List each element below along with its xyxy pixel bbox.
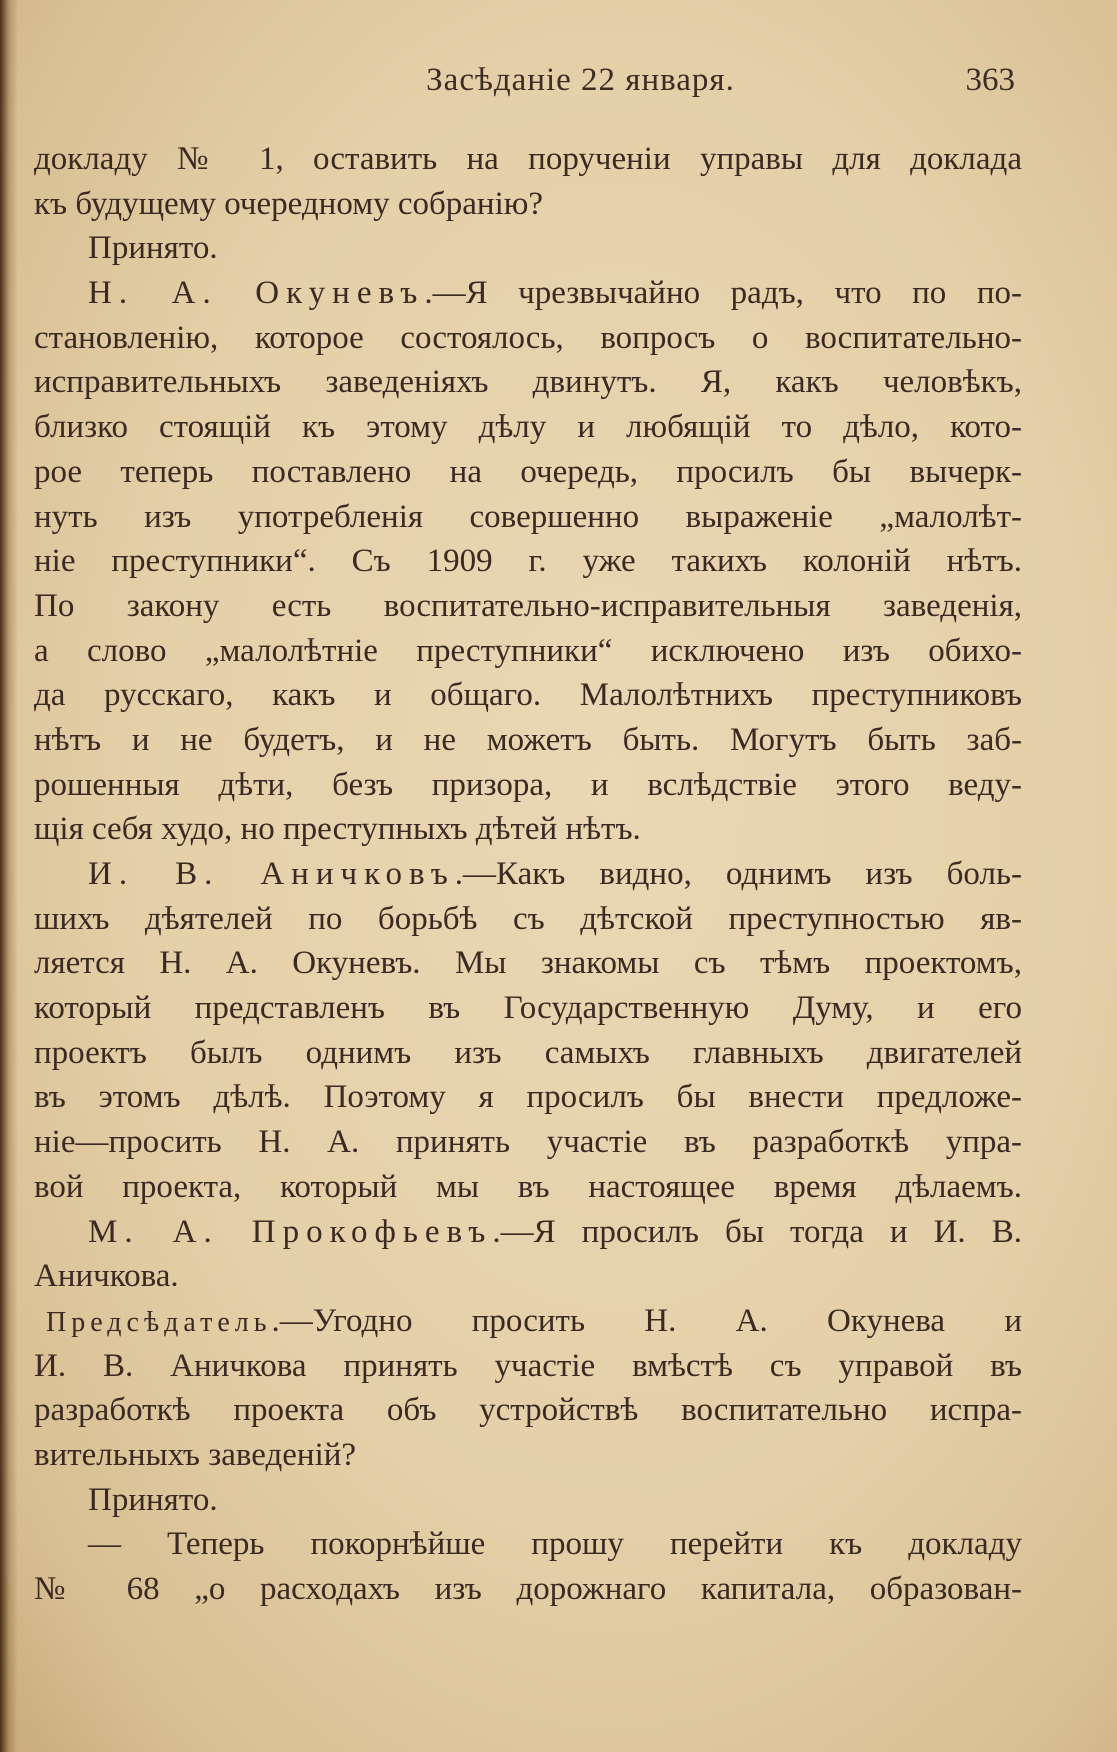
text-line: нѣтъ и не будетъ, и не можетъ быть. Могутъ быть заб- bbox=[34, 721, 1022, 758]
text-line: въ этомъ дѣлѣ. Поэтому я просилъ бы внести предложе- bbox=[34, 1079, 1022, 1116]
text-line: И. В. Аничкова принять участіе вмѣстѣ съ управой въ bbox=[34, 1347, 1022, 1384]
text-line: къ будущему очередному собранію? bbox=[34, 185, 544, 222]
speech-line bbox=[34, 1299, 1022, 1344]
speech-line bbox=[34, 271, 1022, 316]
speech-text: .—Я чрезвычайно радъ, что по по- bbox=[424, 275, 1022, 312]
text-line: Принято. bbox=[88, 1481, 218, 1518]
text-line: — Теперь покорнѣйше прошу перейти къ докладу bbox=[88, 1526, 1022, 1563]
text-line: а слово „малолѣтніе преступники“ исключено изъ обихо- bbox=[34, 632, 1022, 669]
running-title: Засѣданіе 22 января. bbox=[426, 62, 735, 98]
text-line: щія себя худо, но преступныхъ дѣтей нѣтъ. bbox=[34, 811, 641, 848]
text-line: № 68 „о расходахъ изъ дорожнаго капитала, образован- bbox=[34, 1571, 1022, 1607]
text-line: нуть изъ употребленія совершенно выраженіе „малолѣт- bbox=[34, 498, 1022, 535]
page-number: 363 bbox=[965, 62, 1015, 98]
speaker-name: И. В. Аничковъ bbox=[88, 856, 455, 892]
speaker-name: Предсѣдатель bbox=[46, 1306, 272, 1338]
speaker-name: Н. А. Окуневъ bbox=[88, 275, 425, 312]
text-line: который представленъ въ Государственную Думу, и его bbox=[34, 990, 1022, 1027]
text-line: разработкѣ проекта объ устройствѣ воспитательно испра- bbox=[34, 1392, 1022, 1429]
text-line: проектъ былъ однимъ изъ самыхъ главныхъ двигателей bbox=[34, 1034, 1022, 1071]
text-line: шихъ дѣятелей по борьбѣ съ дѣтской преступностью яв- bbox=[34, 900, 1022, 937]
text-line: докладу № 1, оставить на порученіи управы для доклада bbox=[34, 141, 1022, 177]
body-text bbox=[34, 137, 1022, 1612]
speaker-name: М. А. Прокофьевъ bbox=[88, 1213, 493, 1250]
text-line: ніе—просить Н. А. принять участіе въ разработкѣ упра- bbox=[34, 1124, 1022, 1161]
text-line: рошенныя дѣти, безъ призора, и вслѣдствіе этого веду- bbox=[34, 766, 1022, 803]
text-line: Принято. bbox=[88, 230, 218, 267]
text-line: близко стоящій къ этому дѣлу и любящій то дѣло, кото- bbox=[34, 409, 1022, 446]
speech-text: .—Угодно просить Н. А. Окунева и bbox=[271, 1302, 1022, 1339]
text-line: вой проекта, который мы въ настоящее время дѣлаемъ. bbox=[34, 1168, 1022, 1205]
text-line: вительныхъ заведеній? bbox=[34, 1436, 357, 1473]
text-line: ляется Н. А. Окуневъ. Мы знакомы съ тѣмъ проектомъ, bbox=[34, 945, 1022, 982]
text-line: рое теперь поставлено на очередь, просилъ бы вычерк- bbox=[34, 453, 1022, 490]
text-line: Аничкова. bbox=[34, 1258, 179, 1295]
text-line: По закону есть воспитательно-исправительныя заведенія, bbox=[34, 587, 1022, 624]
speech-text: .—Я просилъ бы тогда и И. В. bbox=[492, 1213, 1022, 1250]
text-line: да русскаго, какъ и общаго. Малолѣтнихъ преступниковъ bbox=[34, 677, 1022, 714]
page-header bbox=[36, 62, 1065, 106]
speech-text: .—Какъ видно, однимъ изъ боль- bbox=[454, 856, 1022, 892]
text-line: становленію, которое состоялось, вопросъ о воспитательно- bbox=[34, 319, 1022, 356]
speech-line bbox=[34, 1210, 1022, 1255]
speech-line bbox=[34, 852, 1022, 897]
text-line: ніе преступники“. Съ 1909 г. уже такихъ колоній нѣтъ. bbox=[34, 543, 1022, 580]
text-line: исправительныхъ заведеніяхъ двинутъ. Я, какъ человѣкъ, bbox=[34, 364, 1022, 401]
